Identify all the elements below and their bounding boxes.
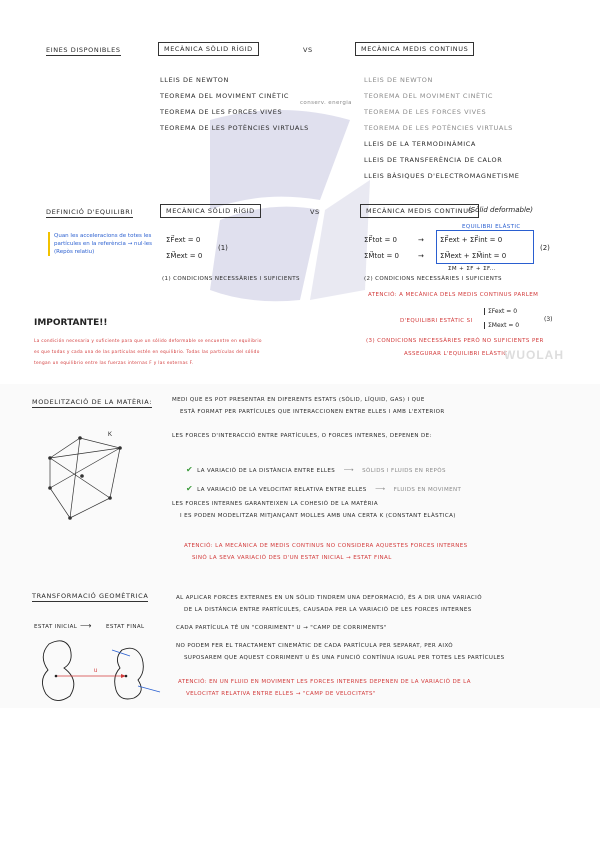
elastic-equilibrium-label: EQUILIBRI ELÀSTIC	[462, 224, 521, 230]
check-icon: ✔	[186, 465, 193, 474]
bullet-line: LES FORCES INTERNES GARANTEIXEN LA COHESIÓ DE LA MATÈRIA	[172, 501, 379, 507]
list-item: TEOREMA DEL MOVIMENT CINÈTIC	[160, 92, 289, 100]
list-item: LLEIS DE LA TERMODINÀMICA	[364, 140, 476, 148]
displacement-label: u	[94, 668, 98, 674]
check-text: LA VARIACIÓ DE LA VELOCITAT RELATIVA ENTRE ELLES	[197, 487, 367, 493]
arrow-icon: ⟶	[80, 621, 92, 630]
bullet-line: CADA PARTÍCULA TÉ UN "CORRIMENT" U → "CAMP DE CORRIMENTS"	[176, 625, 387, 631]
list-item: TEOREMA DE LES POTÈNCIES VIRTUALS	[160, 124, 309, 132]
cont-eq-moment-split: ΣM⃗ext + ΣM⃗int = 0	[440, 252, 507, 260]
important-line: La condición necesaria y suficiente para que un sólido deformable se encuentre en equilibrio	[34, 339, 262, 344]
checks-list	[186, 460, 461, 498]
bullet-line: AL APLICAR FORCES EXTERNES EN UN SÒLID TINDREM UNA DEFORMACIÓ, ÉS A DIR UNA VARIACIÓ	[176, 595, 482, 601]
deformable-note: (Sòlid deformable)	[468, 206, 533, 214]
attention-static: ATENCIÓ: A MECÀNICA DELS MEDIS CONTINUS PARLEM	[368, 292, 539, 298]
rigid-tools-list	[160, 76, 309, 132]
final-state-label: ESTAT FINAL	[106, 624, 145, 630]
attention-forces	[184, 540, 468, 564]
check-row: ✔ LA VARIACIÓ DE LA VELOCITAT RELATIVA ENTRE ELLES ⟶ FLUIDS EN MOVIMENT	[186, 484, 462, 493]
bullet-line: LES FORCES D'INTERACCIÓ ENTRE PARTÍCULES, O FORCES INTERNES, DEPENEN DE:	[172, 433, 432, 439]
arrow: →	[418, 236, 424, 244]
check-result: SÒLIDS I FLUIDS EN REPÒS	[362, 468, 446, 474]
rigid-eq-ref: (1)	[218, 244, 228, 252]
list-item: LLEIS DE NEWTON	[364, 76, 433, 84]
condition-3-line2: ASSEGURAR L'EQUILIBRI ELÀSTIC	[404, 351, 508, 357]
cont-eq-force-split: ΣF⃗ext + ΣF⃗int = 0	[440, 236, 503, 244]
bullet-line: ESTÀ FORMAT PER PARTÍCULES QUE INTERACCIONEN ENTRE ELLES I AMB L'EXTERIOR	[180, 409, 445, 415]
energy-note: conserv. energia	[300, 100, 352, 106]
list-item: TEOREMA DE LES POTÈNCIES VIRTUALS	[364, 124, 513, 132]
important-line: tengan un equilibrio entre las fuerzas internas F y las externas F.	[34, 361, 194, 366]
vs-label: VS	[310, 208, 320, 216]
bullet-line: MEDI QUE ES POT PRESENTAR EN DIFERENTS ESTATS (SÒLID, LÍQUID, GAS) I QUE	[172, 397, 425, 403]
important-heading: IMPORTANTE!!	[34, 318, 108, 328]
check-text: LA VARIACIÓ DE LA DISTÀNCIA ENTRE ELLES	[197, 468, 336, 474]
section-heading-tools: EINES DISPONIBLES	[46, 46, 121, 54]
condition-3-line1: (3) CONDICIONS NECESSÀRIES PERÒ NO SUFICIENTS PER	[366, 338, 544, 344]
list-item: LLEIS DE TRANSFERÈNCIA DE CALOR	[364, 156, 503, 164]
check-row: ✔ LA VARIACIÓ DE LA DISTÀNCIA ENTRE ELLES ⟶ SÒLIDS I FLUIDS EN REPÒS	[186, 465, 446, 474]
attention-line: ATENCIÓ: EN UN FLUID EN MOVIMENT LES FORCES INTERNES DEPENEN DE LA VARIACIÓ DE LA	[178, 679, 471, 685]
cont-eq-ref: (2)	[540, 244, 550, 252]
important-text	[34, 336, 262, 369]
continuum-tools-list	[364, 76, 519, 180]
static-eq-moment: ΣMext = 0	[484, 322, 519, 329]
cont-eq-force-total: ΣF⃗tot = 0	[364, 236, 397, 244]
check-icon: ✔	[186, 484, 193, 493]
cont-eq-under-note: ΣM + ΣF + ΣF...	[448, 266, 497, 272]
list-item: TEOREMA DEL MOVIMENT CINÈTIC	[364, 92, 493, 100]
attention-line: ATENCIÓ: LA MECÀNICA DE MEDIS CONTINUS NO CONSIDERA AQUESTES FORCES INTERNES	[184, 543, 468, 549]
cont-condition: (2) CONDICIONS NECESSÀRIES I SUFICIENTS	[364, 276, 502, 282]
spring-network-diagram	[40, 428, 130, 528]
section-heading-transformation: TRANSFORMACIÓ GEOMÈTRICA	[32, 592, 149, 600]
bullet-line: SUPOSAREM QUE AQUEST CORRIMENT U ÉS UNA FUNCIÓ CONTÍNUA IGUAL PER TOTES LES PARTÍCULES	[184, 655, 505, 661]
list-item: TEOREMA DE LES FORCES VIVES	[160, 108, 283, 116]
bullet-line: NO PODEM FER EL TRACTAMENT CINEMÀTIC DE CADA PARTÍCULA PER SEPARAT, PER AIXÒ	[176, 643, 453, 649]
rigid-condition: (1) CONDICIONS NECESSÀRIES I SUFICIENTS	[162, 276, 300, 282]
important-line: es que todas y cada una de las partículas estén en equilibrio. Todas las partículas del sólido	[34, 350, 260, 355]
rigid-eq-force: ΣF⃗ext = 0	[166, 236, 201, 244]
attention-fluid	[178, 676, 471, 700]
rigid-solid-box: MECÀNICA SÒLID RÍGID	[158, 42, 259, 56]
initial-state-label: ESTAT INICIAL	[34, 624, 78, 630]
attention-static-2: D'EQUILIBRI ESTÀTIC SI	[400, 318, 473, 324]
vs-label: VS	[303, 46, 313, 54]
list-item: LLEIS BÀSIQUES D'ELECTROMAGNETISME	[364, 172, 520, 180]
cohesion-bullet	[172, 498, 456, 522]
watermark-text: WUOLAH	[504, 348, 564, 362]
continuum-box: MECÀNICA MEDIS CONTINUS	[355, 42, 474, 56]
acceleration-side-note: Quan les acceleracions de totes les partícules en la referència → nul·les (Repòs relatiu)	[48, 232, 154, 256]
spring-constant-label: K	[108, 432, 113, 438]
transformation-bullets	[176, 592, 505, 664]
list-item: TEOREMA DE LES FORCES VIVES	[364, 108, 487, 116]
rigid-eq-moment: ΣM⃗ext = 0	[166, 252, 203, 260]
section-heading-modelling: MODELITZACIÓ DE LA MATÈRIA:	[32, 398, 153, 406]
attention-line: VELOCITAT RELATIVA ENTRE ELLES → "CAMP DE VELOCITATS"	[186, 691, 376, 697]
modelling-bullets	[172, 394, 445, 442]
list-item: LLEIS DE NEWTON	[160, 76, 229, 84]
static-eq-force: ΣFext = 0	[484, 308, 517, 315]
bullet-line: DE LA DISTÀNCIA ENTRE PARTÍCULES, CAUSADA PER LA VARIACIÓ DE LES FORCES INTERNES	[184, 607, 472, 613]
arrow: →	[418, 252, 424, 260]
check-result: FLUIDS EN MOVIMENT	[393, 487, 462, 493]
rigid-solid-box: MECÀNICA SÒLID RÍGID	[160, 204, 261, 218]
section-heading-equilibrium: DEFINICIÓ D'EQUILIBRI	[46, 208, 133, 216]
cont-eq-moment-total: ΣM⃗tot = 0	[364, 252, 400, 260]
bullet-line: I ES PODEN MODELITZAR MITJANÇANT MOLLES AMB UNA CERTA K (CONSTANT ELÀSTICA)	[180, 513, 456, 519]
continuum-box: MECÀNICA MEDIS CONTINUS	[360, 204, 479, 218]
attention-line: SINÓ LA SEVA VARIACIÓ DES D'UN ESTAT INICIAL → ESTAT FINAL	[192, 555, 392, 561]
deformation-diagram	[34, 636, 164, 706]
static-eq-ref: (3)	[544, 316, 553, 323]
